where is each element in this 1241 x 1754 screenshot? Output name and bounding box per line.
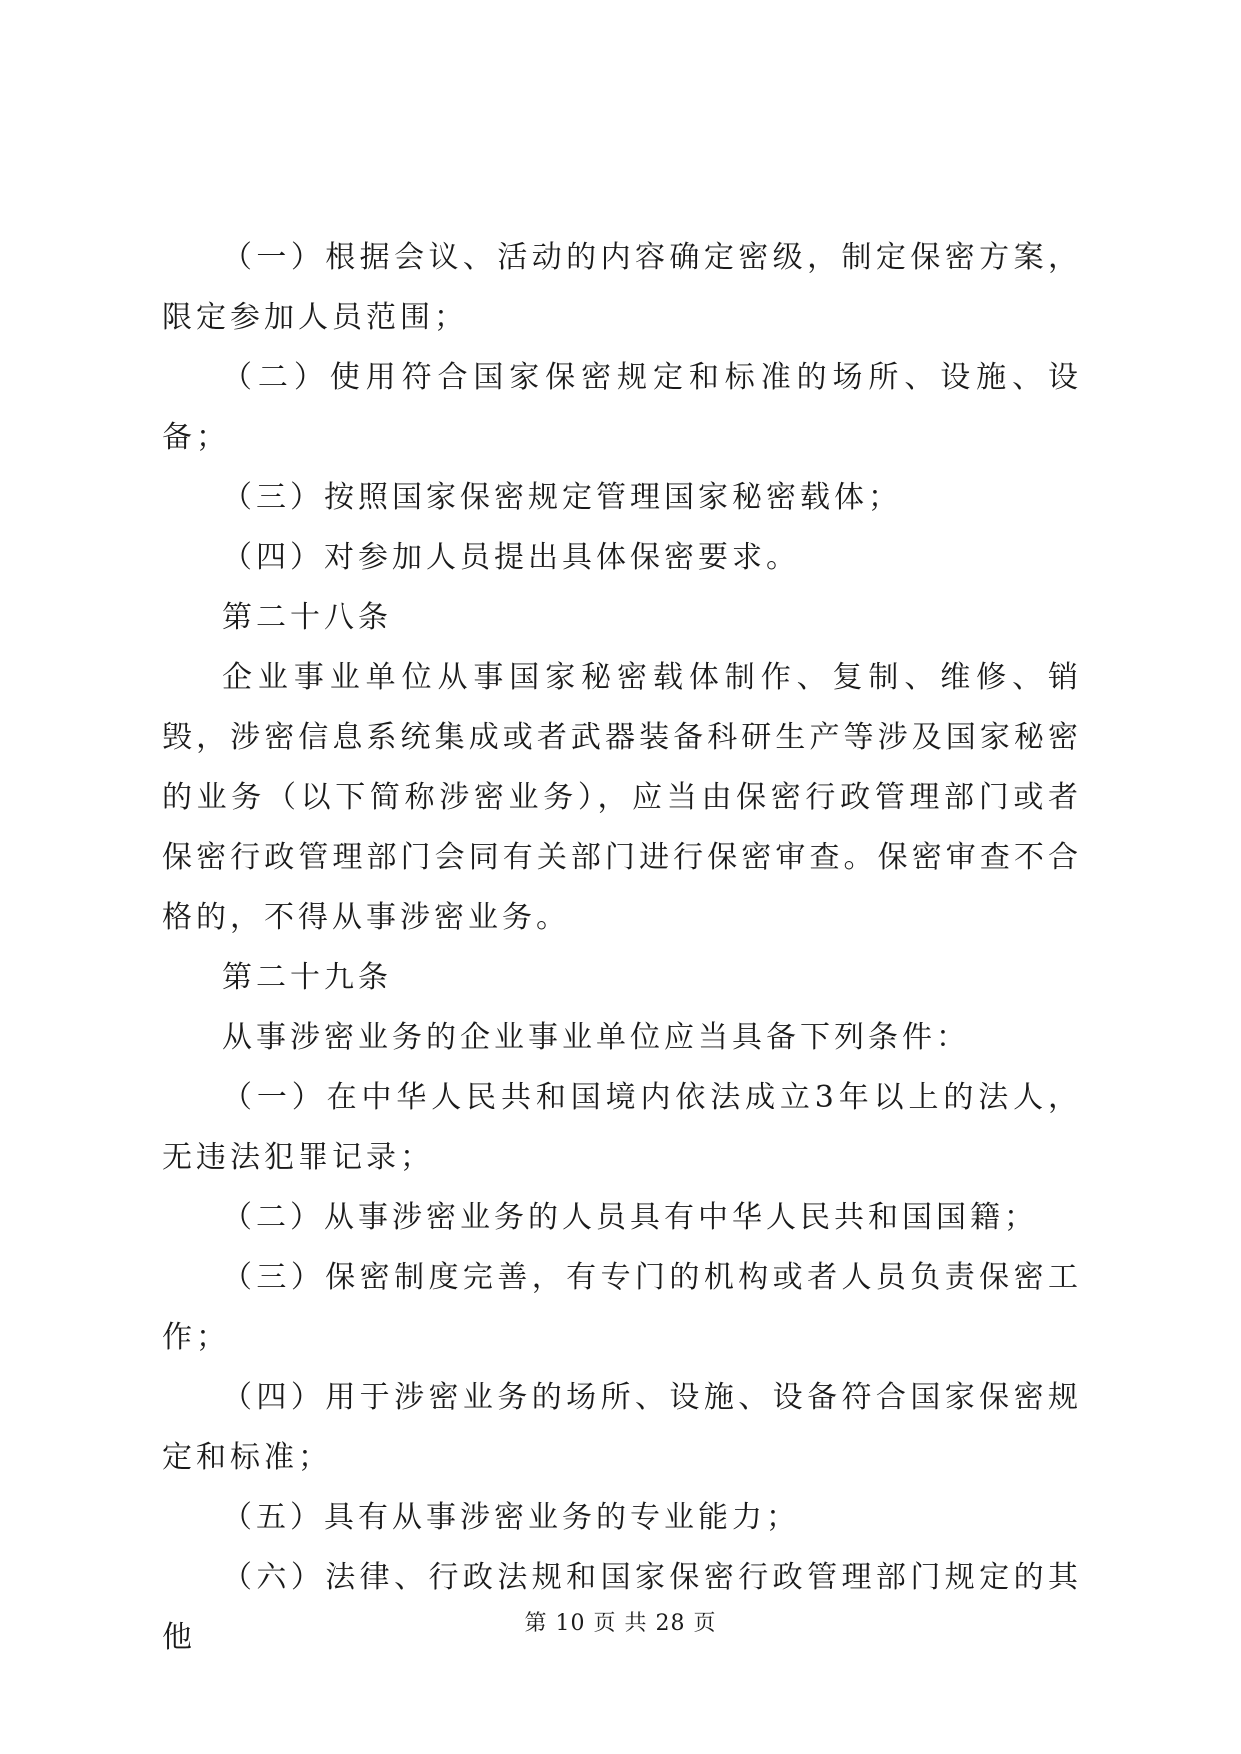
condition-item-1: （一）在中华人民共和国境内依法成立3年以上的法人，无违法犯罪记录； (162, 1080, 1082, 1175)
condition-item-5: （五）具有从事涉密业务的专业能力； (222, 1500, 800, 1535)
clause-item-2: （二）使用符合国家保密规定和标准的场所、设施、设备； (162, 360, 1082, 455)
clause-item-1: （一）根据会议、活动的内容确定密级，制定保密方案，限定参加人员范围； (162, 240, 1082, 335)
document-body (162, 228, 1082, 1668)
article-28-body: 企业事业单位从事国家秘密载体制作、复制、维修、销毁，涉密信息系统集成或者武器装备科研生产等涉及国家秘密的业务（以下简称涉密业务），应当由保密行政管理部门或者保密行政管理部门会同有关部门进行保密审查。保密审查不合格的，不得从事涉密业务。 (162, 660, 1082, 935)
condition-item-4: （四）用于涉密业务的场所、设施、设备符合国家保密规定和标准； (162, 1380, 1082, 1475)
clause-item-3: （三）按照国家保密规定管理国家秘密载体； (222, 480, 902, 515)
clause-item-4: （四）对参加人员提出具体保密要求。 (222, 540, 800, 575)
page-number-footer: 第 10 页 共 28 页 (524, 1611, 717, 1636)
condition-item-2: （二）从事涉密业务的人员具有中华人民共和国国籍； (222, 1200, 1038, 1235)
condition-item-3: （三）保密制度完善，有专门的机构或者人员负责保密工作； (162, 1260, 1082, 1355)
article-29-heading: 第二十九条 (222, 960, 392, 995)
condition-item-6: （六）法律、行政法规和国家保密行政管理部门规定的其他 (162, 1560, 1082, 1655)
article-29-intro: 从事涉密业务的企业事业单位应当具备下列条件： (222, 1020, 970, 1055)
article-28-heading: 第二十八条 (222, 600, 392, 635)
